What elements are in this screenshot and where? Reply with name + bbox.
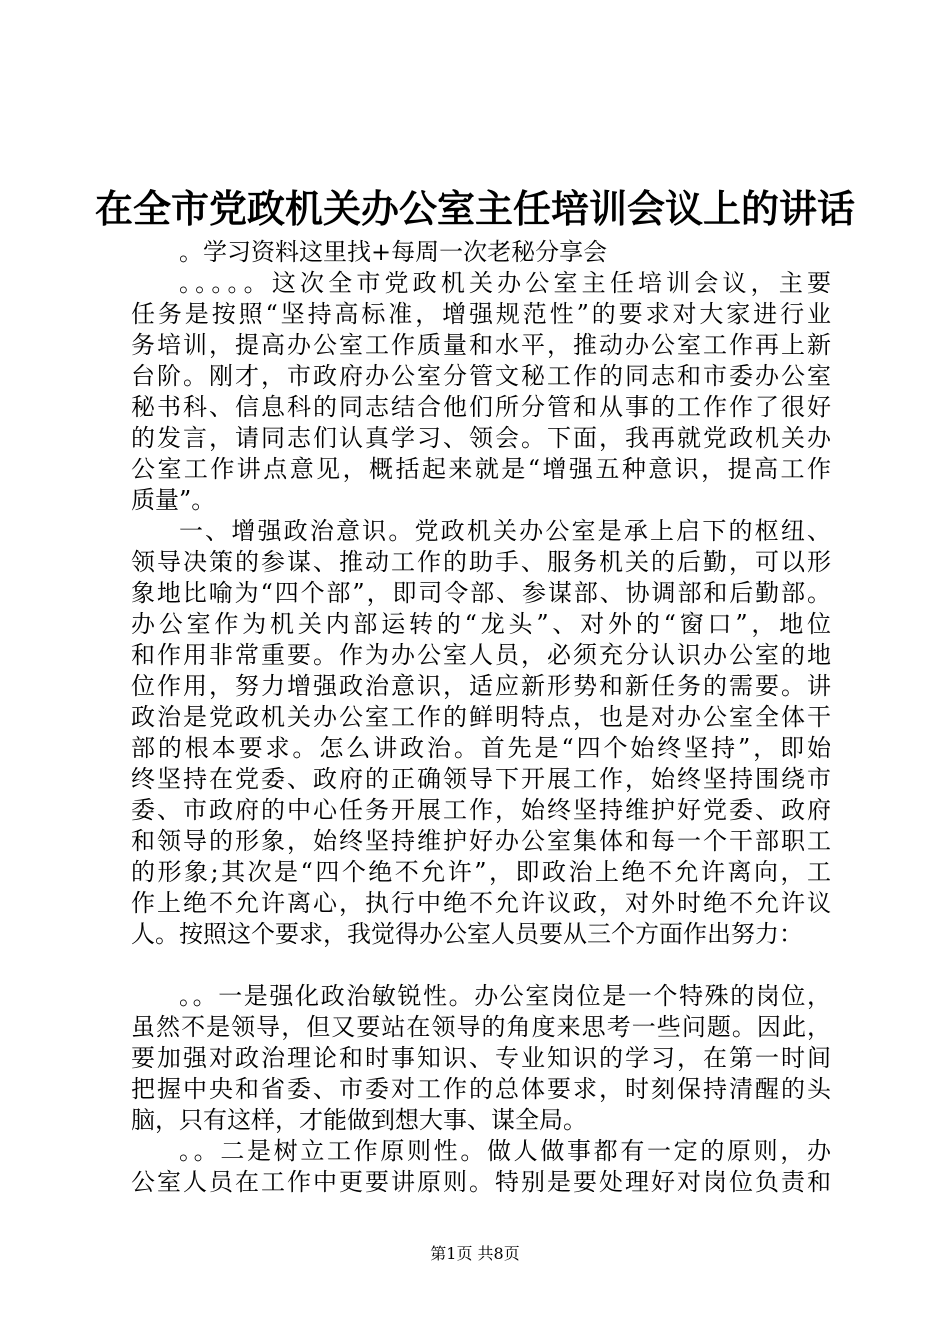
text-line: 公室工作讲点意见，概括起来就是“增强五种意识，提高工作 [131, 455, 831, 483]
text-line: 公室人员在工作中更要讲原则。特别是要处理好对岗位负责和 [131, 1168, 831, 1196]
text-line: 务培训，提高办公室工作质量和水平，推动办公室工作再上新 [131, 331, 831, 359]
text-line: 和作用非常重要。作为办公室人员，必须充分认识办公室的地 [131, 641, 831, 669]
paragraph-point-one [131, 981, 831, 1136]
page-number-footer: 第1页 共8页 [430, 1244, 520, 1263]
text-line: 和领导的形象，始终坚持维护好办公室集体和每一个干部职工 [131, 827, 831, 855]
text-line: 一、增强政治意识。党政机关办公室是承上启下的枢纽、 [179, 517, 831, 545]
text-line: 要加强对政治理论和时事知识、专业知识的学习，在第一时间 [131, 1044, 831, 1072]
text-line: 位作用，努力增强政治意识，适应新形势和新任务的需要。讲 [131, 672, 831, 700]
text-line: 虽然不是领导，但又要站在领导的角度来思考一些问题。因此， [131, 1013, 831, 1041]
paragraph-point-two [131, 1136, 831, 1198]
paragraph-opening [131, 268, 831, 516]
text-line: 办公室作为机关内部运转的“龙头”、对外的“窗口”，地位 [131, 610, 831, 638]
text-line: 的发言，请同志们认真学习、领会。下面，我再就党政机关办 [131, 424, 831, 452]
text-line: 任务是按照“坚持高标准，增强规范性”的要求对大家进行业 [131, 300, 831, 328]
text-line: 终坚持在党委、政府的正确领导下开展工作，始终坚持围绕市 [131, 765, 831, 793]
text-line: 。。二是树立工作原则性。做人做事都有一定的原则，办 [179, 1137, 831, 1165]
text-line: 。学习资料这里找+每周一次老秘分享会 [179, 238, 608, 266]
paragraph-spacer [131, 950, 831, 981]
text-line: 脑，只有这样，才能做到想大事、谋全局。 [131, 1106, 587, 1134]
text-line: 人。按照这个要求，我觉得办公室人员要从三个方面作出努力： [131, 920, 803, 948]
text-line: 作上绝不允许离心，执行中绝不允许议政，对外时绝不允许议 [131, 889, 831, 917]
text-line: 领导决策的参谋、推动工作的助手、服务机关的后勤，可以形 [131, 548, 831, 576]
text-line: 的形象;其次是“四个绝不允许”，即政治上绝不允许离向，工 [131, 858, 831, 886]
paragraph-section-one [131, 516, 831, 950]
text-line: 。。一是强化政治敏锐性。办公室岗位是一个特殊的岗位， [179, 982, 831, 1010]
text-line: 把握中央和省委、市委对工作的总体要求，时刻保持清醒的头 [131, 1075, 831, 1103]
text-line: 委、市政府的中心任务开展工作，始终坚持维护好党委、政府 [131, 796, 831, 824]
text-line: 台阶。刚才，市政府办公室分管文秘工作的同志和市委办公室 [131, 362, 831, 390]
text-line: 秘书科、信息科的同志结合他们所分管和从事的工作作了很好 [131, 393, 831, 421]
document-title: 在全市党政机关办公室主任培训会议上的讲话 [94, 186, 855, 231]
document-body [131, 237, 831, 1198]
text-line: 。。。。。这次全市党政机关办公室主任培训会议，主要 [179, 269, 831, 297]
text-line: 政治是党政机关办公室工作的鲜明特点，也是对办公室全体干 [131, 703, 831, 731]
text-line: 象地比喻为“四个部”，即司令部、参谋部、协调部和后勤部。 [131, 579, 831, 607]
paragraph-intro-note [131, 237, 831, 268]
text-line: 质量”。 [131, 486, 216, 514]
text-line: 部的根本要求。怎么讲政治。首先是“四个始终坚持”，即始 [131, 734, 831, 762]
